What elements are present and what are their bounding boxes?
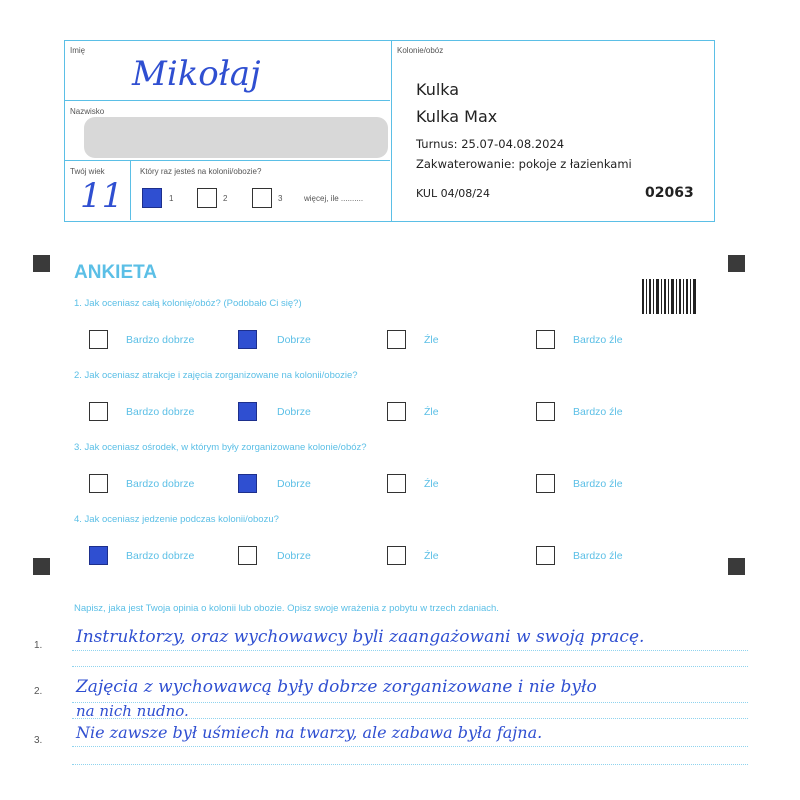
divider (64, 160, 390, 161)
opinion-answer-2-cont[interactable]: na nich nudno. (76, 702, 189, 720)
attendance-3-label: 3 (278, 194, 283, 203)
question-4-option-3-label: Źle (424, 550, 439, 562)
answer-line (72, 666, 748, 667)
divider (64, 100, 390, 101)
question-1-option-3-checkbox[interactable] (387, 330, 406, 349)
zakwaterowanie: Zakwaterowanie: pokoje z łazienkami (416, 157, 632, 171)
kolonie-name: Kulka (416, 80, 460, 99)
question-1-option-4-label: Bardzo źle (573, 334, 623, 346)
nazwisko-label: Nazwisko (70, 107, 105, 116)
turnus: Turnus: 25.07-04.08.2024 (416, 137, 565, 151)
opinion-answer-2[interactable]: Zajęcia z wychowawcą były dobrze zorganizowane i nie było (76, 677, 597, 697)
registration-marker (33, 558, 50, 575)
answer-line (72, 702, 748, 703)
question-1-option-4-checkbox[interactable] (536, 330, 555, 349)
kolonie-label: Kolonie/obóz (397, 46, 444, 55)
question-4-text: 4. Jak oceniasz jedzenie podczas kolonii/obozu? (74, 514, 279, 525)
question-3-text: 3. Jak oceniasz ośrodek, w którym były zorganizowane kolonie/obóz? (74, 442, 367, 453)
question-3-option-4-label: Bardzo źle (573, 478, 623, 490)
question-1-option-1-label: Bardzo dobrze (126, 334, 195, 346)
session-code: KUL 04/08/24 (416, 187, 490, 200)
question-2-option-4-label: Bardzo źle (573, 406, 623, 418)
question-2-text: 2. Jak oceniasz atrakcje i zajęcia zorganizowane na kolonii/obozie? (74, 370, 358, 381)
question-3-option-4-checkbox[interactable] (536, 474, 555, 493)
wiek-value: 11 (80, 176, 124, 216)
attendance-1-checkbox[interactable] (142, 188, 162, 208)
line-number: 1. (34, 640, 43, 651)
answer-line (72, 650, 748, 651)
question-2-option-3-label: Źle (424, 406, 439, 418)
question-4-option-2-checkbox[interactable] (238, 546, 257, 565)
barcode-icon (642, 279, 698, 314)
ktory-raz-label: Który raz jesteś na kolonii/obozie? (140, 167, 262, 176)
form-number: 02063 (645, 185, 694, 201)
kolonie-subname: Kulka Max (416, 107, 498, 126)
attendance-1-label: 1 (169, 194, 174, 203)
answer-line (72, 764, 748, 765)
question-2-option-1-checkbox[interactable] (89, 402, 108, 421)
question-1-option-2-label: Dobrze (277, 334, 311, 346)
registration-marker (33, 255, 50, 272)
survey-title: ANKIETA (74, 262, 158, 283)
attendance-2-label: 2 (223, 194, 228, 203)
question-4-option-3-checkbox[interactable] (387, 546, 406, 565)
question-4-option-4-checkbox[interactable] (536, 546, 555, 565)
question-3-option-1-label: Bardzo dobrze (126, 478, 195, 490)
attendance-3-checkbox[interactable] (252, 188, 272, 208)
answer-line (72, 746, 748, 747)
question-3-option-3-checkbox[interactable] (387, 474, 406, 493)
question-1-option-1-checkbox[interactable] (89, 330, 108, 349)
question-2-option-1-label: Bardzo dobrze (126, 406, 195, 418)
opinion-answer-3[interactable]: Nie zawsze był uśmiech na twarzy, ale zabawa była fajna. (76, 723, 543, 742)
wiek-label: Twój wiek (70, 167, 105, 176)
question-2-option-3-checkbox[interactable] (387, 402, 406, 421)
question-2-option-2-label: Dobrze (277, 406, 311, 418)
opinion-answer-1[interactable]: Instruktorzy, oraz wychowawcy byli zaangażowani w swoją pracę. (76, 627, 645, 647)
question-3-option-1-checkbox[interactable] (89, 474, 108, 493)
question-1-option-2-checkbox[interactable] (238, 330, 257, 349)
registration-marker (728, 255, 745, 272)
question-3-option-2-checkbox[interactable] (238, 474, 257, 493)
question-2-option-4-checkbox[interactable] (536, 402, 555, 421)
question-1-text: 1. Jak oceniasz całą kolonię/obóz? (Podobało Ci się?) (74, 298, 302, 309)
registration-marker (728, 558, 745, 575)
answer-line (72, 718, 748, 719)
question-1-option-3-label: Źle (424, 334, 439, 346)
question-3-option-2-label: Dobrze (277, 478, 311, 490)
opinion-prompt: Napisz, jaka jest Twoja opinia o kolonii lub obozie. Opisz swoje wrażenia z pobytu w trzech zdaniach. (74, 603, 499, 614)
line-number: 2. (34, 686, 43, 697)
question-2-option-2-checkbox[interactable] (238, 402, 257, 421)
question-3-option-3-label: Źle (424, 478, 439, 490)
question-4-option-1-label: Bardzo dobrze (126, 550, 195, 562)
divider (130, 160, 131, 220)
question-4-option-2-label: Dobrze (277, 550, 311, 562)
imie-label: Imię (70, 46, 86, 55)
imie-value: Mikołaj (132, 54, 261, 94)
line-number: 3. (34, 735, 43, 746)
redacted-surname (84, 117, 388, 158)
question-4-option-4-label: Bardzo źle (573, 550, 623, 562)
question-4-option-1-checkbox[interactable] (89, 546, 108, 565)
wiecej-label: więcej, ile .......... (304, 194, 364, 203)
attendance-2-checkbox[interactable] (197, 188, 217, 208)
